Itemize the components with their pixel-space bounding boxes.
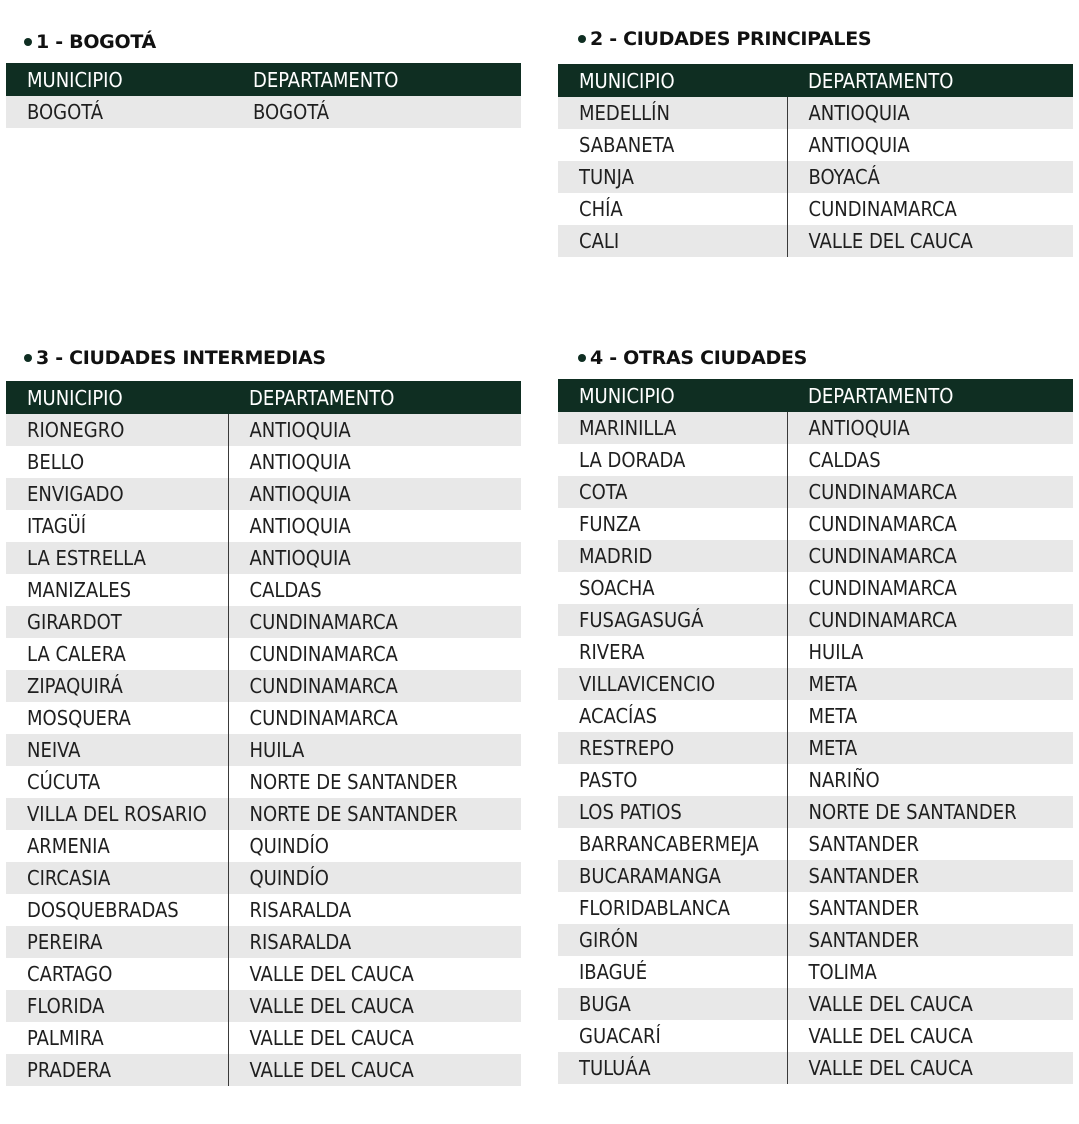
cell-departamento: CUNDINAMARCA <box>787 476 1073 508</box>
bullet-icon <box>24 354 32 362</box>
cell-municipio: CALI <box>558 225 787 257</box>
table-row <box>6 638 521 670</box>
section-title-intermedias <box>24 347 326 369</box>
table-row <box>558 572 1073 604</box>
cell-departamento: VALLE DEL CAUCA <box>787 1020 1073 1052</box>
cell-municipio: ZIPAQUIRÁ <box>6 670 228 702</box>
cell-departamento: ANTIOQUIA <box>228 446 521 478</box>
cell-departamento: VALLE DEL CAUCA <box>787 988 1073 1020</box>
cell-municipio: CARTAGO <box>6 958 228 990</box>
table-row <box>6 1022 521 1054</box>
cell-departamento: META <box>787 732 1073 764</box>
cell-municipio: GUACARÍ <box>558 1020 787 1052</box>
cell-departamento: SANTANDER <box>787 828 1073 860</box>
table-row <box>558 476 1073 508</box>
section-title-label: 2 - CIUDADES PRINCIPALES <box>590 28 872 50</box>
cell-municipio: CÚCUTA <box>6 766 228 798</box>
cell-municipio: LOS PATIOS <box>558 796 787 828</box>
column-header-municipio: MUNICIPIO <box>6 63 232 96</box>
cell-departamento: VALLE DEL CAUCA <box>228 990 521 1022</box>
cell-departamento: VALLE DEL CAUCA <box>787 225 1073 257</box>
cell-municipio: SABANETA <box>558 129 787 161</box>
table-row <box>558 860 1073 892</box>
table-row <box>6 510 521 542</box>
table-otras <box>558 379 1073 1084</box>
cell-municipio: PALMIRA <box>6 1022 228 1054</box>
table-row <box>6 862 521 894</box>
bullet-icon <box>24 38 32 46</box>
cell-municipio: BELLO <box>6 446 228 478</box>
table-row <box>558 1020 1073 1052</box>
table-row <box>6 926 521 958</box>
cell-municipio: LA ESTRELLA <box>6 542 228 574</box>
cell-departamento: META <box>787 668 1073 700</box>
cell-departamento: TOLIMA <box>787 956 1073 988</box>
table-row <box>558 225 1073 257</box>
cell-departamento: CUNDINAMARCA <box>787 604 1073 636</box>
table-row <box>558 956 1073 988</box>
cell-municipio: PASTO <box>558 764 787 796</box>
cell-departamento: SANTANDER <box>787 860 1073 892</box>
cell-departamento: CALDAS <box>787 444 1073 476</box>
table-row <box>558 161 1073 193</box>
table-row <box>6 574 521 606</box>
table-row <box>558 636 1073 668</box>
section-title-label: 1 - BOGOTÁ <box>36 31 156 53</box>
table-row <box>6 798 521 830</box>
table-row <box>6 478 521 510</box>
cell-departamento: CUNDINAMARCA <box>228 638 521 670</box>
cell-municipio: FUNZA <box>558 508 787 540</box>
cell-departamento: CUNDINAMARCA <box>787 193 1073 225</box>
table-row <box>558 1052 1073 1084</box>
cell-departamento: QUINDÍO <box>228 830 521 862</box>
cell-departamento: RISARALDA <box>228 894 521 926</box>
table-header-row <box>6 381 521 414</box>
cell-departamento: HUILA <box>787 636 1073 668</box>
cell-municipio: NEIVA <box>6 734 228 766</box>
table-row <box>6 446 521 478</box>
cell-municipio: PEREIRA <box>6 926 228 958</box>
cell-departamento: META <box>787 700 1073 732</box>
cell-municipio: COTA <box>558 476 787 508</box>
table-row <box>6 542 521 574</box>
cell-departamento: ANTIOQUIA <box>787 97 1073 129</box>
cell-municipio: TUNJA <box>558 161 787 193</box>
cell-municipio: IBAGUÉ <box>558 956 787 988</box>
cell-municipio: BUGA <box>558 988 787 1020</box>
cell-municipio: VILLAVICENCIO <box>558 668 787 700</box>
cell-departamento: QUINDÍO <box>228 862 521 894</box>
cell-departamento: ANTIOQUIA <box>228 542 521 574</box>
cell-municipio: FUSAGASUGÁ <box>558 604 787 636</box>
table-row <box>558 764 1073 796</box>
section-title-otras <box>578 347 807 369</box>
column-header-departamento: DEPARTAMENTO <box>228 381 521 414</box>
cell-departamento: ANTIOQUIA <box>787 412 1073 444</box>
table-row <box>558 412 1073 444</box>
cell-departamento: VALLE DEL CAUCA <box>228 958 521 990</box>
table-row <box>6 606 521 638</box>
column-header-municipio: MUNICIPIO <box>558 379 787 412</box>
table-row <box>558 892 1073 924</box>
table-header-row <box>558 64 1073 97</box>
column-header-departamento: DEPARTAMENTO <box>787 379 1073 412</box>
cell-departamento: VALLE DEL CAUCA <box>787 1052 1073 1084</box>
cell-municipio: GIRARDOT <box>6 606 228 638</box>
table-row <box>6 414 521 446</box>
cell-departamento: HUILA <box>228 734 521 766</box>
cell-municipio: VILLA DEL ROSARIO <box>6 798 228 830</box>
cell-municipio: MADRID <box>558 540 787 572</box>
table-row <box>6 734 521 766</box>
cell-municipio: MEDELLÍN <box>558 97 787 129</box>
cell-municipio: RIVERA <box>558 636 787 668</box>
bullet-icon <box>578 35 586 43</box>
cell-municipio: MARINILLA <box>558 412 787 444</box>
cell-departamento: SANTANDER <box>787 924 1073 956</box>
cell-departamento: CUNDINAMARCA <box>228 702 521 734</box>
bullet-icon <box>578 354 586 362</box>
table-row <box>558 540 1073 572</box>
cell-departamento: NARIÑO <box>787 764 1073 796</box>
cell-municipio: CIRCASIA <box>6 862 228 894</box>
table-row <box>6 96 521 128</box>
cell-departamento: CALDAS <box>228 574 521 606</box>
cell-departamento: CUNDINAMARCA <box>228 670 521 702</box>
cell-departamento: CUNDINAMARCA <box>228 606 521 638</box>
table-bogota <box>6 63 521 128</box>
column-header-departamento: DEPARTAMENTO <box>787 64 1073 97</box>
cell-municipio: FLORIDA <box>6 990 228 1022</box>
table-row <box>6 1054 521 1086</box>
cell-departamento: CUNDINAMARCA <box>787 572 1073 604</box>
table-row <box>558 732 1073 764</box>
table-row <box>558 828 1073 860</box>
cell-departamento: ANTIOQUIA <box>228 414 521 446</box>
cell-municipio: LA DORADA <box>558 444 787 476</box>
table-row <box>558 988 1073 1020</box>
table-row <box>558 193 1073 225</box>
table-row <box>558 508 1073 540</box>
table-principales <box>558 64 1073 257</box>
cell-departamento: BOYACÁ <box>787 161 1073 193</box>
cell-municipio: RESTREPO <box>558 732 787 764</box>
section-title-principales <box>578 28 871 50</box>
cell-departamento: CUNDINAMARCA <box>787 508 1073 540</box>
cell-municipio: MANIZALES <box>6 574 228 606</box>
table-intermedias <box>6 381 521 1086</box>
cell-departamento: SANTANDER <box>787 892 1073 924</box>
table-row <box>558 700 1073 732</box>
cell-departamento: RISARALDA <box>228 926 521 958</box>
cell-municipio: LA CALERA <box>6 638 228 670</box>
cell-departamento: ANTIOQUIA <box>228 510 521 542</box>
table-row <box>6 670 521 702</box>
cell-departamento: VALLE DEL CAUCA <box>228 1022 521 1054</box>
table-header-row <box>6 63 521 96</box>
cell-departamento: BOGOTÁ <box>232 96 521 128</box>
cell-departamento: ANTIOQUIA <box>787 129 1073 161</box>
table-row <box>558 129 1073 161</box>
table-row <box>6 894 521 926</box>
table-row <box>6 766 521 798</box>
cell-departamento: NORTE DE SANTANDER <box>228 766 521 798</box>
cell-municipio: TULUÁA <box>558 1052 787 1084</box>
table-row <box>558 924 1073 956</box>
cell-municipio: CHÍA <box>558 193 787 225</box>
cell-municipio: FLORIDABLANCA <box>558 892 787 924</box>
cell-municipio: GIRÓN <box>558 924 787 956</box>
cell-departamento: ANTIOQUIA <box>228 478 521 510</box>
cell-municipio: ARMENIA <box>6 830 228 862</box>
section-title-label: 4 - OTRAS CIUDADES <box>590 347 808 369</box>
section-title-bogota <box>24 31 156 53</box>
table-row <box>558 668 1073 700</box>
cell-municipio: ACACÍAS <box>558 700 787 732</box>
column-header-municipio: MUNICIPIO <box>6 381 228 414</box>
cell-municipio: MOSQUERA <box>6 702 228 734</box>
cell-municipio: BOGOTÁ <box>6 96 232 128</box>
table-row <box>558 604 1073 636</box>
table-row <box>6 990 521 1022</box>
cell-municipio: SOACHA <box>558 572 787 604</box>
cell-departamento: CUNDINAMARCA <box>787 540 1073 572</box>
section-title-label: 3 - CIUDADES INTERMEDIAS <box>36 347 326 369</box>
table-row <box>558 97 1073 129</box>
cell-municipio: ITAGÜÍ <box>6 510 228 542</box>
column-header-departamento: DEPARTAMENTO <box>232 63 521 96</box>
table-row <box>6 830 521 862</box>
cell-departamento: NORTE DE SANTANDER <box>228 798 521 830</box>
table-row <box>558 796 1073 828</box>
table-header-row <box>558 379 1073 412</box>
cell-departamento: NORTE DE SANTANDER <box>787 796 1073 828</box>
cell-departamento: VALLE DEL CAUCA <box>228 1054 521 1086</box>
cell-municipio: PRADERA <box>6 1054 228 1086</box>
table-row <box>6 702 521 734</box>
table-row <box>558 444 1073 476</box>
cell-municipio: BUCARAMANGA <box>558 860 787 892</box>
cell-municipio: ENVIGADO <box>6 478 228 510</box>
cell-municipio: BARRANCABERMEJA <box>558 828 787 860</box>
cell-municipio: RIONEGRO <box>6 414 228 446</box>
column-header-municipio: MUNICIPIO <box>558 64 787 97</box>
cell-municipio: DOSQUEBRADAS <box>6 894 228 926</box>
table-row <box>6 958 521 990</box>
